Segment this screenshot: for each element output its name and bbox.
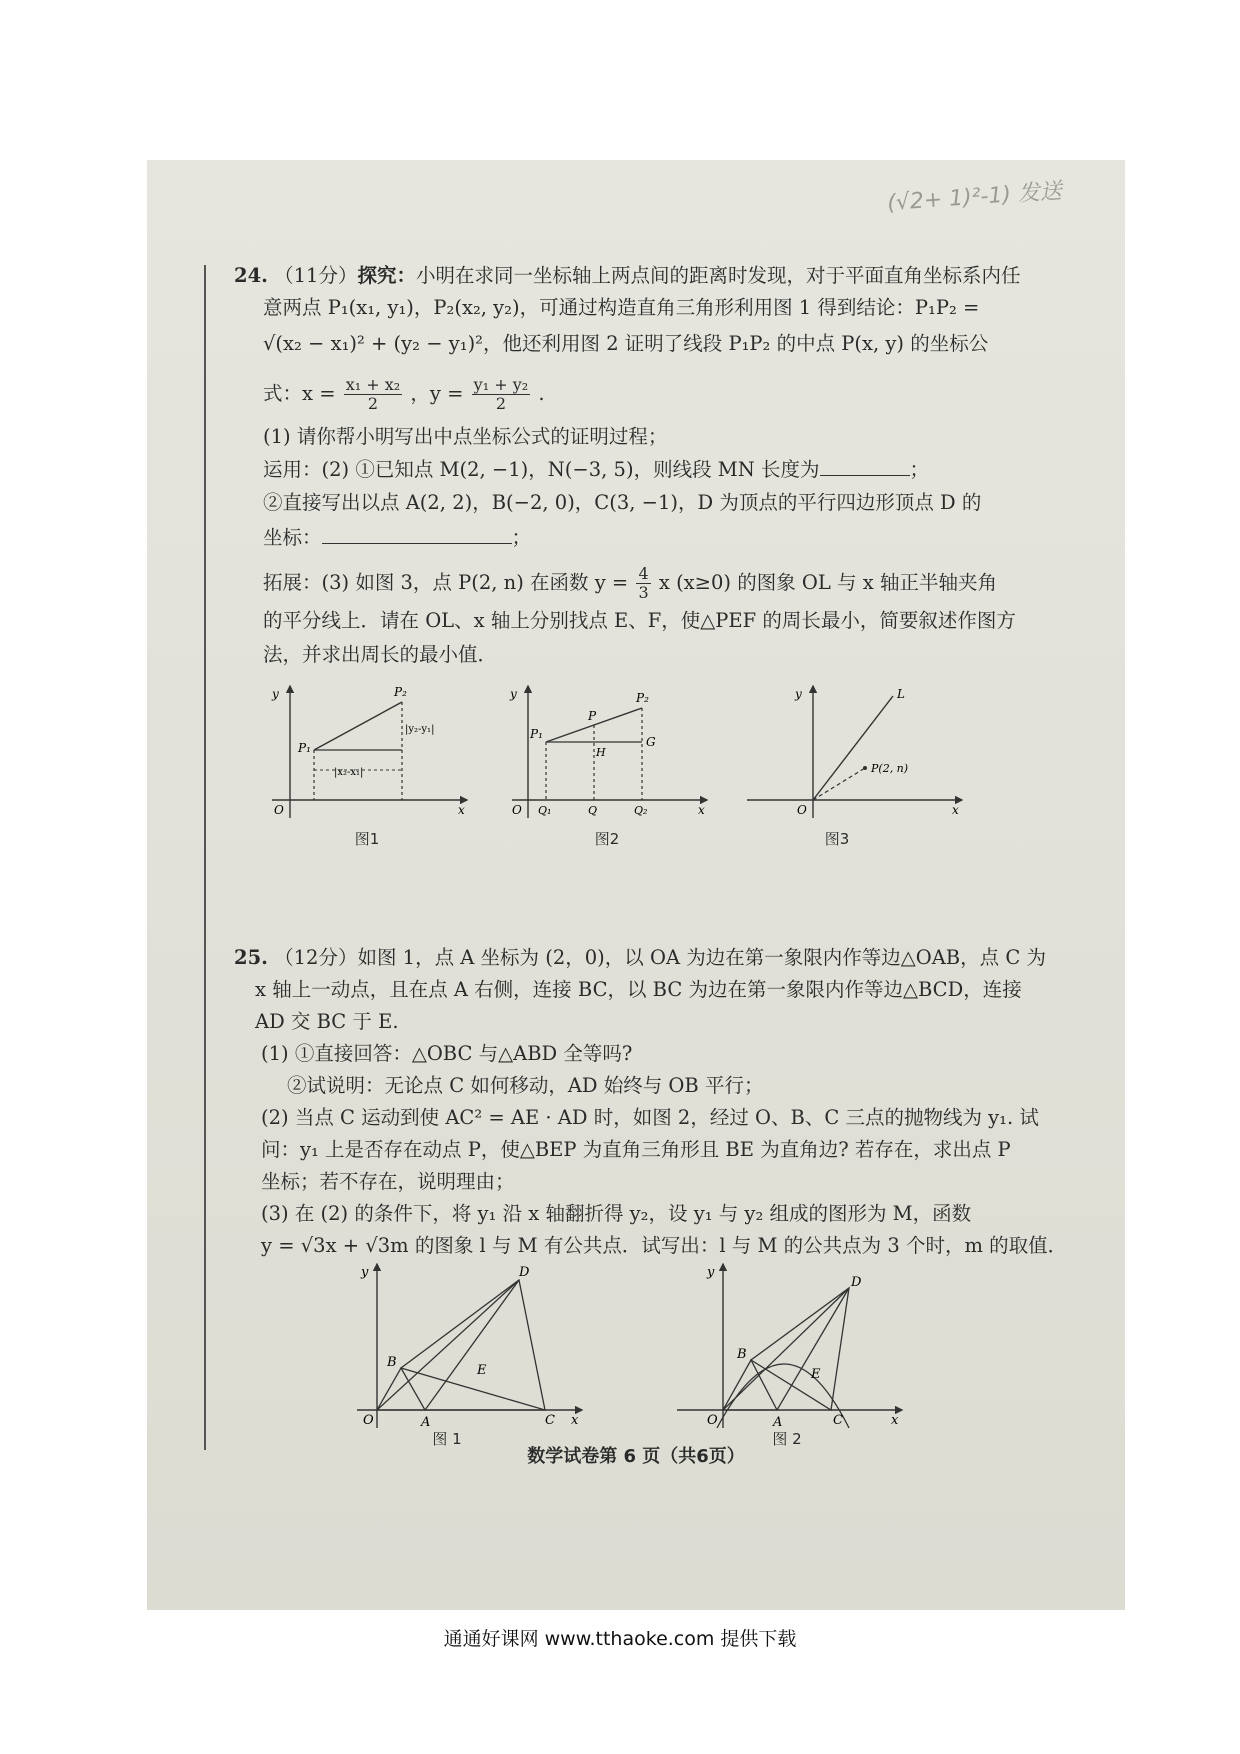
label-p: P(2, n) xyxy=(871,762,909,775)
q25-fig2-caption: 图 2 xyxy=(772,1430,802,1448)
label-dx: |x₂-x₁| xyxy=(334,767,364,778)
answer-blank-mn[interactable] xyxy=(820,457,910,476)
q25-figure-1 xyxy=(357,1260,587,1434)
label-o: O xyxy=(512,803,522,817)
q24-fig3-caption: 图3 xyxy=(824,830,850,848)
q24-part-1: (1) 请你帮小明写出中点坐标公式的证明过程； xyxy=(263,425,668,448)
q25-score: （12分） xyxy=(274,946,358,969)
q24-text-1: 小明在求同一坐标轴上两点间的距离时发现，对于平面直角坐标系内任 xyxy=(415,264,1021,287)
q24-part-3b: 的平分线上．请在 OL、x 轴上分别找点 E、F，使△PEF 的周长最小，简要叙述作图方 xyxy=(263,609,1016,632)
label-x: x xyxy=(891,1413,899,1428)
q25-part-2b: 问：y₁ 上是否存在动点 P，使△BEP 为直角三角形且 BE 为直角边? 若存在，求出点 P xyxy=(261,1138,1011,1161)
q25-part-1a: (1) ①直接回答：△OBC 与△ABD 全等吗? xyxy=(261,1042,633,1065)
q24-fig2-caption: 图2 xyxy=(594,830,620,848)
label-e: E xyxy=(811,1367,821,1382)
label-x: x xyxy=(458,803,465,817)
ray-ol xyxy=(813,696,893,800)
label-y: y xyxy=(795,687,802,701)
q25-part-3a: (3) 在 (2) 的条件下，将 y₁ 沿 x 轴翻折得 y₂，设 y₁ 与 y₂ 组成的图形为 M，函数 xyxy=(261,1202,972,1225)
q25-line-1: 25. （12分）如图 1，点 A 坐标为 (2，0)，以 OA 为边在第一象限内作等边△OAB，点 C 为 xyxy=(234,946,1046,969)
q24-line-2: 意两点 P₁(x₁, y₁)，P₂(x₂, y₂)，可通过构造直角三角形利用图 1 得到结论：P₁P₂ = xyxy=(263,296,980,319)
label-b: B xyxy=(737,1347,747,1362)
label-a: A xyxy=(421,1415,431,1430)
label-p2: P₂ xyxy=(636,691,649,705)
angle-bisector xyxy=(813,768,865,800)
q24-part-3c: 法，并求出周长的最小值． xyxy=(263,643,498,666)
label-c: C xyxy=(833,1413,843,1428)
label-x: x xyxy=(698,803,705,817)
q24-part-3a: 拓展：(3) 如图 3，点 P(2, n) 在函数 y = $\frac{4}{3}$ x (x≥0) 的图象 OL 与 x 轴正半轴夹角 xyxy=(263,564,997,602)
q25-part-2a: (2) 当点 C 运动到使 AC² = AE · AD 时，如图 2，经过 O、B、C 三点的抛物线为 y₁. 试 xyxy=(261,1106,1039,1129)
label-h: H xyxy=(596,746,606,759)
label-x: x xyxy=(952,803,959,817)
q24-formula-y-label: ，y = xyxy=(410,382,464,405)
label-p: P xyxy=(588,709,597,723)
q24-line-1 xyxy=(234,264,1021,288)
label-p1: P₁ xyxy=(530,727,543,741)
label-o: O xyxy=(797,803,807,817)
q24-part-2b: ②直接写出以点 A(2, 2)，B(−2, 0)，C(3, −1)，D 为顶点的平行四边形顶点 D 的 xyxy=(263,491,982,514)
q24-figure-3 xyxy=(747,680,967,824)
label-a: A xyxy=(773,1415,783,1430)
segment-p1p2 xyxy=(314,702,402,750)
label-b: B xyxy=(387,1355,397,1370)
label-e: E xyxy=(477,1363,487,1378)
q25-line-3: AD 交 BC 于 E. xyxy=(255,1010,399,1033)
label-l: L xyxy=(897,687,905,701)
q24-frac-x: $\frac{\text{x₁ + x₂}}{2}$ xyxy=(345,375,401,413)
label-q2: Q₂ xyxy=(634,804,648,817)
scanned-page xyxy=(147,160,1125,1610)
q25-number: 25. xyxy=(234,946,268,969)
q24-line-3: √(x₂ − x₁)² + (y₂ − y₁)²，他还利用图 2 证明了线段 P₁P₂ 的中点 P(x, y) 的坐标公 xyxy=(263,332,989,355)
label-d: D xyxy=(851,1275,862,1290)
segment-od xyxy=(377,1280,519,1410)
label-c: C xyxy=(545,1413,555,1428)
q24-part-2c: 坐标： ； xyxy=(263,526,532,549)
q24-formula-x-label: 式：x = xyxy=(263,382,336,405)
label-y: y xyxy=(707,1265,715,1280)
q24-frac-4-3: $\frac{4}{3}$ xyxy=(638,564,649,602)
label-dy: |y₂-y₁| xyxy=(405,724,435,735)
q25-fig1-caption: 图 1 xyxy=(432,1430,462,1448)
label-g: G xyxy=(646,735,656,749)
point-p xyxy=(863,766,867,770)
label-p2: P₂ xyxy=(394,685,407,699)
q25-part-1b: ②试说明：无论点 C 如何移动，AD 始终与 OB 平行； xyxy=(287,1074,764,1097)
q25-part-3b: y = √3x + √3m 的图象 l 与 M 有公共点．试写出：l 与 M 的公共点为 3 个时，m 的取值． xyxy=(261,1234,1068,1257)
q24-line-4: 式：x = $\frac{\text{x₁ + x₂}}{2}$ ，y = $\frac{\text{y₁ + y₂}}{2}$ . xyxy=(263,375,545,413)
q24-figure-2 xyxy=(502,680,712,824)
source-credit: 通通好课网 www.tthaoke.com 提供下载 xyxy=(443,1628,797,1650)
triangle-bcd xyxy=(751,1288,849,1410)
label-x: x xyxy=(571,1413,579,1428)
label-o: O xyxy=(363,1413,374,1428)
margin-rule xyxy=(204,265,206,1450)
q24-number: 24. xyxy=(234,264,268,287)
q24-figure-1 xyxy=(262,680,472,824)
label-y: y xyxy=(510,687,517,701)
label-o: O xyxy=(707,1413,718,1428)
q24-lead: 探究： xyxy=(357,264,416,287)
q24-score: （11分） xyxy=(274,264,358,287)
label-q1: Q₁ xyxy=(538,804,552,817)
q24-fig1-caption: 图1 xyxy=(354,830,380,848)
handwritten-scribble: (√2+ 1)²-1) 发送 xyxy=(886,178,1063,217)
triangle-bcd xyxy=(401,1280,545,1410)
segment-ad xyxy=(777,1288,849,1410)
q25-figure-2 xyxy=(677,1260,907,1434)
label-q: Q xyxy=(588,804,598,817)
segment-ad xyxy=(425,1280,519,1410)
answer-blank-d[interactable] xyxy=(322,525,512,544)
q25-line-2: x 轴上一动点，且在点 A 右侧，连接 BC，以 BC 为边在第一象限内作等边△BCD，连接 xyxy=(255,978,1022,1001)
q24-part-2a: 运用：(2) ①已知点 M(2, −1)，N(−3, 5)，则线段 MN 长度为 ； xyxy=(263,458,930,481)
label-d: D xyxy=(519,1265,530,1280)
page-footer: 数学试卷第 6 页（共6页） xyxy=(527,1446,745,1467)
label-o: O xyxy=(274,803,284,817)
q24-frac-y: $\frac{\text{y₁ + y₂}}{2}$ xyxy=(473,375,529,413)
label-y: y xyxy=(361,1265,369,1280)
q25-part-2c: 坐标；若不存在，说明理由； xyxy=(261,1170,515,1193)
label-p1: P₁ xyxy=(298,741,311,755)
label-y: y xyxy=(272,687,279,701)
